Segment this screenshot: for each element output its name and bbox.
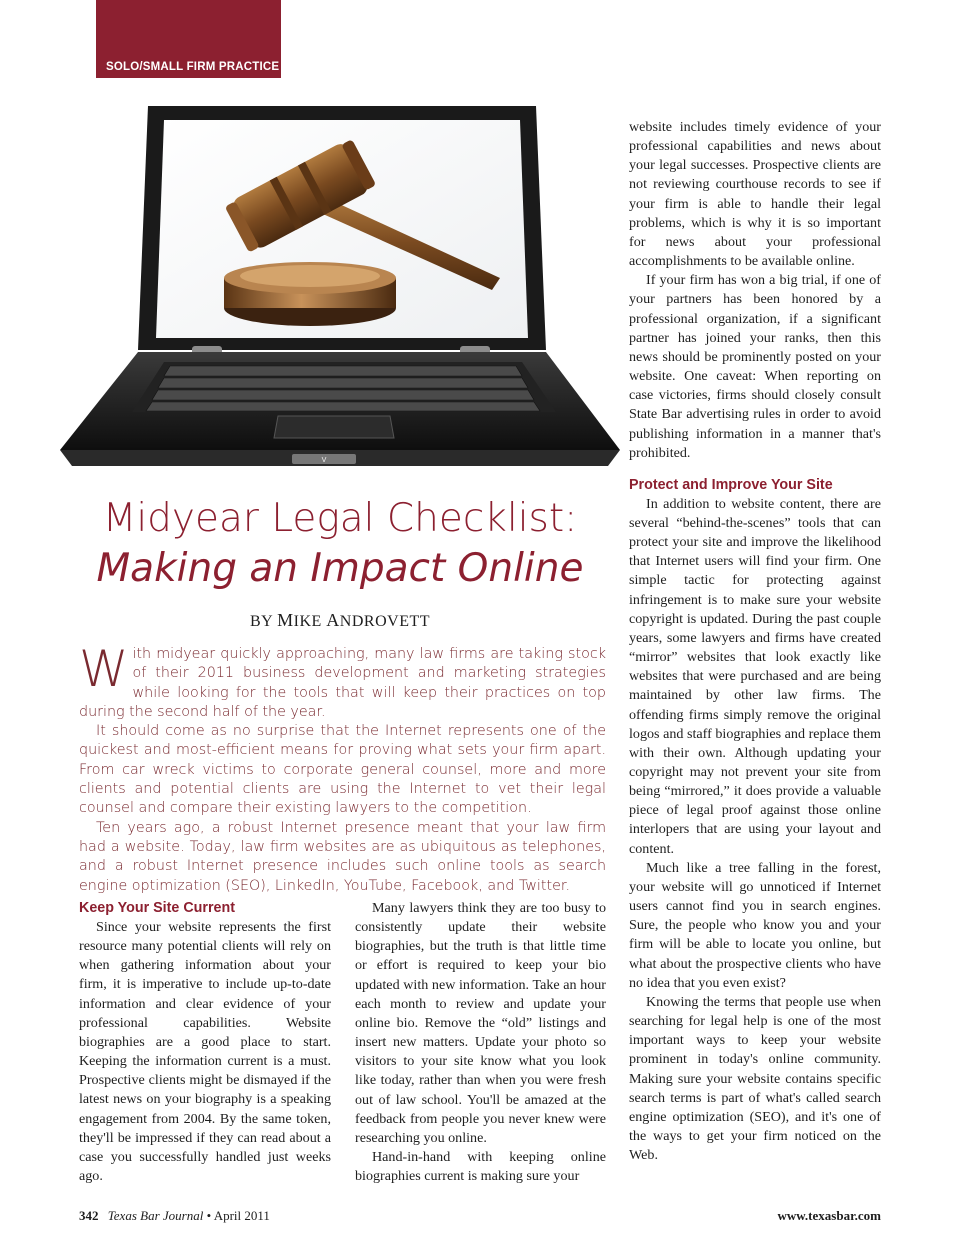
drop-cap: W: [79, 640, 129, 698]
body-paragraph: If your firm has won a big trial, if one of your partners has been honored by a professional organization, if a significant partner has joined your ranks, then this news should be prominently posted on your website. One caveat: When reporting on case victories, firms should closely consult State Bar advertising rules in order to avoid publishing information in a manner that's prohibited.: [629, 272, 881, 461]
section-label: SOLO/SMALL FIRM PRACTICE: [106, 61, 280, 73]
body-paragraph: In addition to website content, there are several “behind-the-scenes” tools that can protect your site and improve the likelihood that Internet users will find your firm. One simple tactic for protecting against infringement is to make sure your website copyright is updated. During the past couple years, some lawyers and firms have created “mirror” websites that look exactly like websites that were purchased and are being maintained by other law firms. The offending firms simply remove the original logos and staff biographies and replace them with their own. Although updating your copyright may not prevent your site from being “mirrored,” it does provide a valuable piece of legal proof against those online interlopers that are using your layout and content.: [629, 495, 881, 857]
byline-by: BY: [249, 613, 273, 630]
byline: [60, 610, 620, 631]
footer-url[interactable]: www.texasbar.com: [777, 1208, 881, 1223]
issue-date: April 2011: [213, 1208, 270, 1223]
article-intro: [79, 640, 606, 896]
intro-paragraph-1: ith midyear quickly approaching, many law firms are taking stock of their 2011 business development and marketing strategies while looking for the tools that will keep their practices on top during the second half of the year.: [79, 646, 606, 720]
body-paragraph: Knowing the terms that people use when searching for legal help is one of the most important ways to keep your website prominent in today's online community. Making sure your website contains specific search terms is part of what's called search engine optimization (SEO), and it's one of the ways to get your firm noticed on the Web.: [629, 993, 881, 1164]
subhead-keep-site-current: Keep Your Site Current: [79, 900, 235, 916]
laptop-gavel-image: [60, 100, 620, 480]
journal-name: Texas Bar Journal: [107, 1208, 204, 1223]
title-line-2: Making an Impact Online: [96, 546, 584, 591]
author-first-rest: IKE: [293, 613, 322, 630]
body-paragraph: website includes timely evidence of your professional capabilities and news about your legal successes. Prospective clients are not reviewing courthouse records to see if your firm is able to handle their legal problems, which is why it is so important for news about your professional accomplishments to be available online.: [629, 119, 881, 270]
body-paragraph: Many lawyers think they are too busy to consistently update their website biographies, but the truth is that little time or effort is required to keep your bio updated with new information. Take an hour each month to review and update your online bio. Remove the “old” listings and insert new matters. Update your photo so visitors to your site know what you look like today, rather than when you were fresh out of law school. You'll be amazed at the feedback from people you never knew were researching you online.: [355, 900, 606, 1146]
body-column-3: [629, 118, 881, 1165]
body-column-2: [355, 899, 606, 1186]
author-last-rest: NDROVETT: [339, 613, 431, 630]
intro-paragraph-3: Ten years ago, a robust Internet presence meant that your law firm had a website. Today, law firm websites are as ubiquitous as telephones, and a robust Internet presence includes such online tools as search engine optimization (SEO), LinkedIn, YouTube, Facebook, and Twitter.: [79, 819, 606, 894]
footer-folio: [79, 1208, 270, 1224]
article-title: [60, 494, 620, 594]
body-paragraph: Much like a tree falling in the forest, your website will go unnoticed if Internet users cannot find you in search engines. Sure, the people who know you and your firm will be able to locate you online, but what about the prospective clients who have no idea that you even exist?: [629, 859, 881, 991]
section-label-tab: [96, 0, 281, 78]
author-last-initial: A: [326, 610, 340, 630]
subhead-protect-improve-site: Protect and Improve Your Site: [629, 476, 833, 493]
page-number: 342: [79, 1208, 99, 1223]
laptop-status-lights: V: [321, 456, 327, 464]
body-paragraph: Hand-in-hand with keeping online biographies current is making sure your: [355, 1149, 606, 1185]
footer-bullet: •: [206, 1208, 212, 1223]
intro-paragraph-2: It should come as no surprise that the Internet represents one of the quickest and most-efficient means for proving what sets your firm apart. From car wreck victims to corporate general counsel, more and more clients and potential clients are using the Internet to vet their legal counsel and compare their existing lawyers to the competition.: [79, 723, 606, 817]
body-paragraph: Since your website represents the first resource many potential clients will rely on when gathering information about your firm, it is imperative to include up-to-date information and clear evidence of your professional capabilities. Website biographies are a good place to start. Keeping the information current is a must. Prospective clients might be dismayed if the latest news on your biography is a speaking engagement from 2004. By the same token, they'll be impressed if they can read about a case you successfully handled just weeks ago.: [79, 919, 331, 1185]
body-column-1: [79, 899, 331, 1186]
title-line-1: Midyear Legal Checklist:: [102, 496, 578, 541]
author-first-initial: M: [277, 610, 294, 630]
